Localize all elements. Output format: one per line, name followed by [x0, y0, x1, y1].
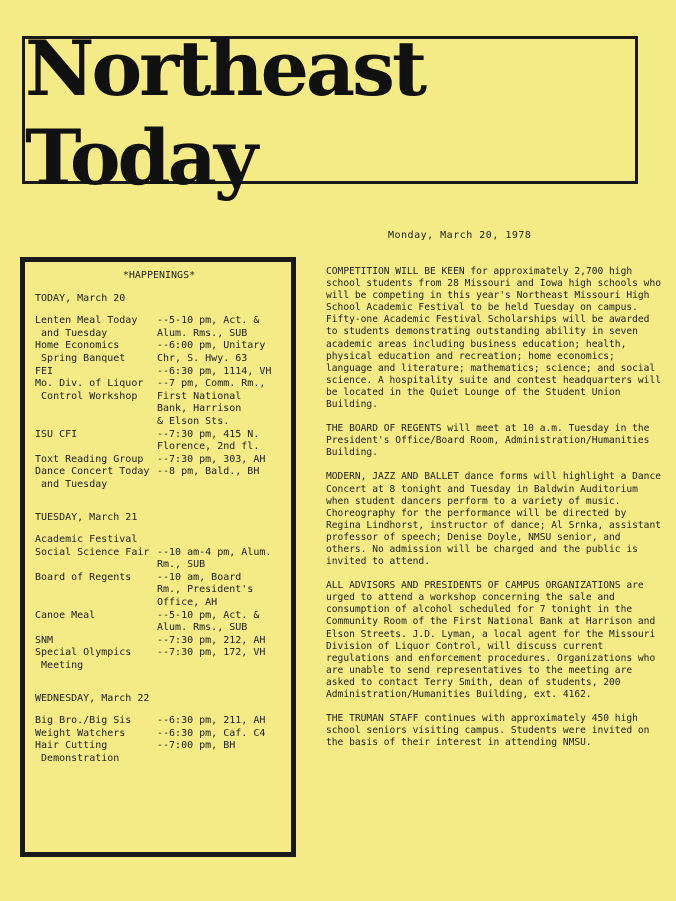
event-detail: --6:30 pm, Caf. C4 [157, 727, 266, 739]
event-name: Hair Cutting Demonstration [35, 740, 120, 764]
event-row [35, 610, 283, 635]
event-name: FEI [35, 365, 54, 377]
event-detail: --10 am, Board Rm., President's Office, AH [157, 571, 254, 609]
event-row [35, 715, 283, 728]
event-name: Big Bro./Big Sis [35, 715, 132, 727]
event-row [35, 340, 283, 365]
event-detail: --5-10 pm, Act. & Alum. Rms., SUB [157, 315, 260, 339]
event-detail: --7:00 pm, BH [157, 740, 236, 752]
event-name: Social Science Fair [35, 546, 150, 558]
event-detail: --6:00 pm, Unitary Chr, S. Hwy. 63 [157, 340, 266, 364]
event-row [35, 454, 283, 467]
event-row [35, 378, 283, 428]
event-row [35, 547, 283, 572]
news-item: THE TRUMAN STAFF continues with approximately 450 high school seniors visiting campus. Students were invited on the basis of their interest in attending NMSU. [326, 713, 650, 749]
happenings-heading: *HAPPENINGS* [122, 270, 196, 281]
happenings-box [20, 257, 296, 857]
event-row [35, 429, 283, 454]
event-row [35, 740, 283, 765]
news-item: COMPETITION WILL BE KEEN for approximately 2,700 high school students from 28 Missouri and Iowa high schools who will be competing in this year's Northeast Missouri High School Academic Festival to be held Tuesday on campus. Fifty-one Academic Festival Scholarships will be awarded to students demonstrating outstanding ability in seven academic areas including business education; health, physical education and recreation; home economics; language and literature; mathematics; science; and social science. A hospitality suite and contest headquarters will be located in the Quiet Lounge of the Student Union Building. [326, 266, 662, 411]
event-name: Mo. Div. of Liquor Control Workshop [35, 378, 144, 402]
news-item: THE BOARD OF REGENTS will meet at 10 a.m. Tuesday in the President's Office/Board Room, Administration/Humanities Building. [326, 423, 650, 459]
event-row [35, 534, 283, 547]
day-label: TUESDAY, March 21 [35, 511, 138, 523]
event-row [35, 635, 283, 648]
event-row [35, 728, 283, 741]
event-row [35, 466, 283, 491]
day-label: WEDNESDAY, March 22 [35, 692, 150, 704]
masthead-title: Northeast Today [25, 24, 425, 202]
issue-date: Monday, March 20, 1978 [388, 230, 532, 241]
event-detail [157, 534, 283, 547]
event-name: Academic Festival [35, 534, 138, 546]
event-name: ISU CFI [35, 428, 78, 440]
event-name: Home Economics Spring Banquet [35, 340, 126, 364]
event-detail: --6:30 pm, 211, AH [157, 715, 266, 727]
event-detail: --5-10 pm, Act. & Alum. Rms., SUB [157, 609, 260, 634]
event-name: Canoe Meal [35, 609, 96, 621]
event-row [35, 572, 283, 610]
news-item: ALL ADVISORS AND PRESIDENTS OF CAMPUS ORGANIZATIONS are urged to attend a workshop concerning the sale and consumption of alcohol scheduled for 7 tonight in the Community Room of the First National Bank at Harrison and Elson Streets. J.D. Lyman, a local agent for the Missouri Division of Liquor Control, will discuss current regulations and enforcement procedures. Organizations who are unable to send representatives to the meeting are asked to contact Terry Smith, dean of students, 200 Administration/Humanities Building, ext. 4162. [326, 580, 656, 700]
event-name: Lenten Meal Today and Tuesday [35, 315, 138, 339]
event-name: Toxt Reading Group [35, 453, 144, 465]
happenings-days [35, 293, 283, 766]
event-detail: --7:30 pm, 303, AH [157, 453, 266, 465]
day-label: TODAY, March 20 [35, 292, 126, 304]
event-name: Dance Concert Today and Tuesday [35, 466, 150, 490]
event-name: SNM [35, 634, 54, 646]
masthead [22, 24, 638, 202]
event-detail: --7:30 pm, 172, VH [157, 647, 266, 659]
news-item: MODERN, JAZZ AND BALLET dance forms will highlight a Dance Concert at 8 tonight and Tuesday in Baldwin Auditorium when student dancers perform to a variety of music. Choreography for the performance will be directed by Regina Lindhorst, instructor of dance; Al Srnka, assistant professor of speech; Denise Doyle, NMSU senior, and others. No admission will be charged and the public is invited to attend. [326, 471, 662, 568]
event-name: Board of Regents [35, 571, 132, 583]
event-row [35, 315, 283, 340]
news-column [326, 266, 666, 761]
event-row [35, 366, 283, 379]
event-detail: --7 pm, Comm. Rm., First National Bank, Harrison & Elson Sts. [157, 378, 266, 427]
event-name: Weight Watchers [35, 727, 126, 739]
event-detail: --8 pm, Bald., BH [157, 466, 260, 478]
event-row [35, 647, 283, 672]
event-name: Special Olympics Meeting [35, 647, 132, 672]
event-detail: --10 am-4 pm, Alum. Rm., SUB [157, 546, 272, 571]
event-detail: --6:30 pm, 1114, VH [157, 365, 272, 377]
event-detail: --7:30 pm, 415 N. Florence, 2nd fl. [157, 428, 260, 453]
event-detail: --7:30 pm, 212, AH [157, 634, 266, 646]
